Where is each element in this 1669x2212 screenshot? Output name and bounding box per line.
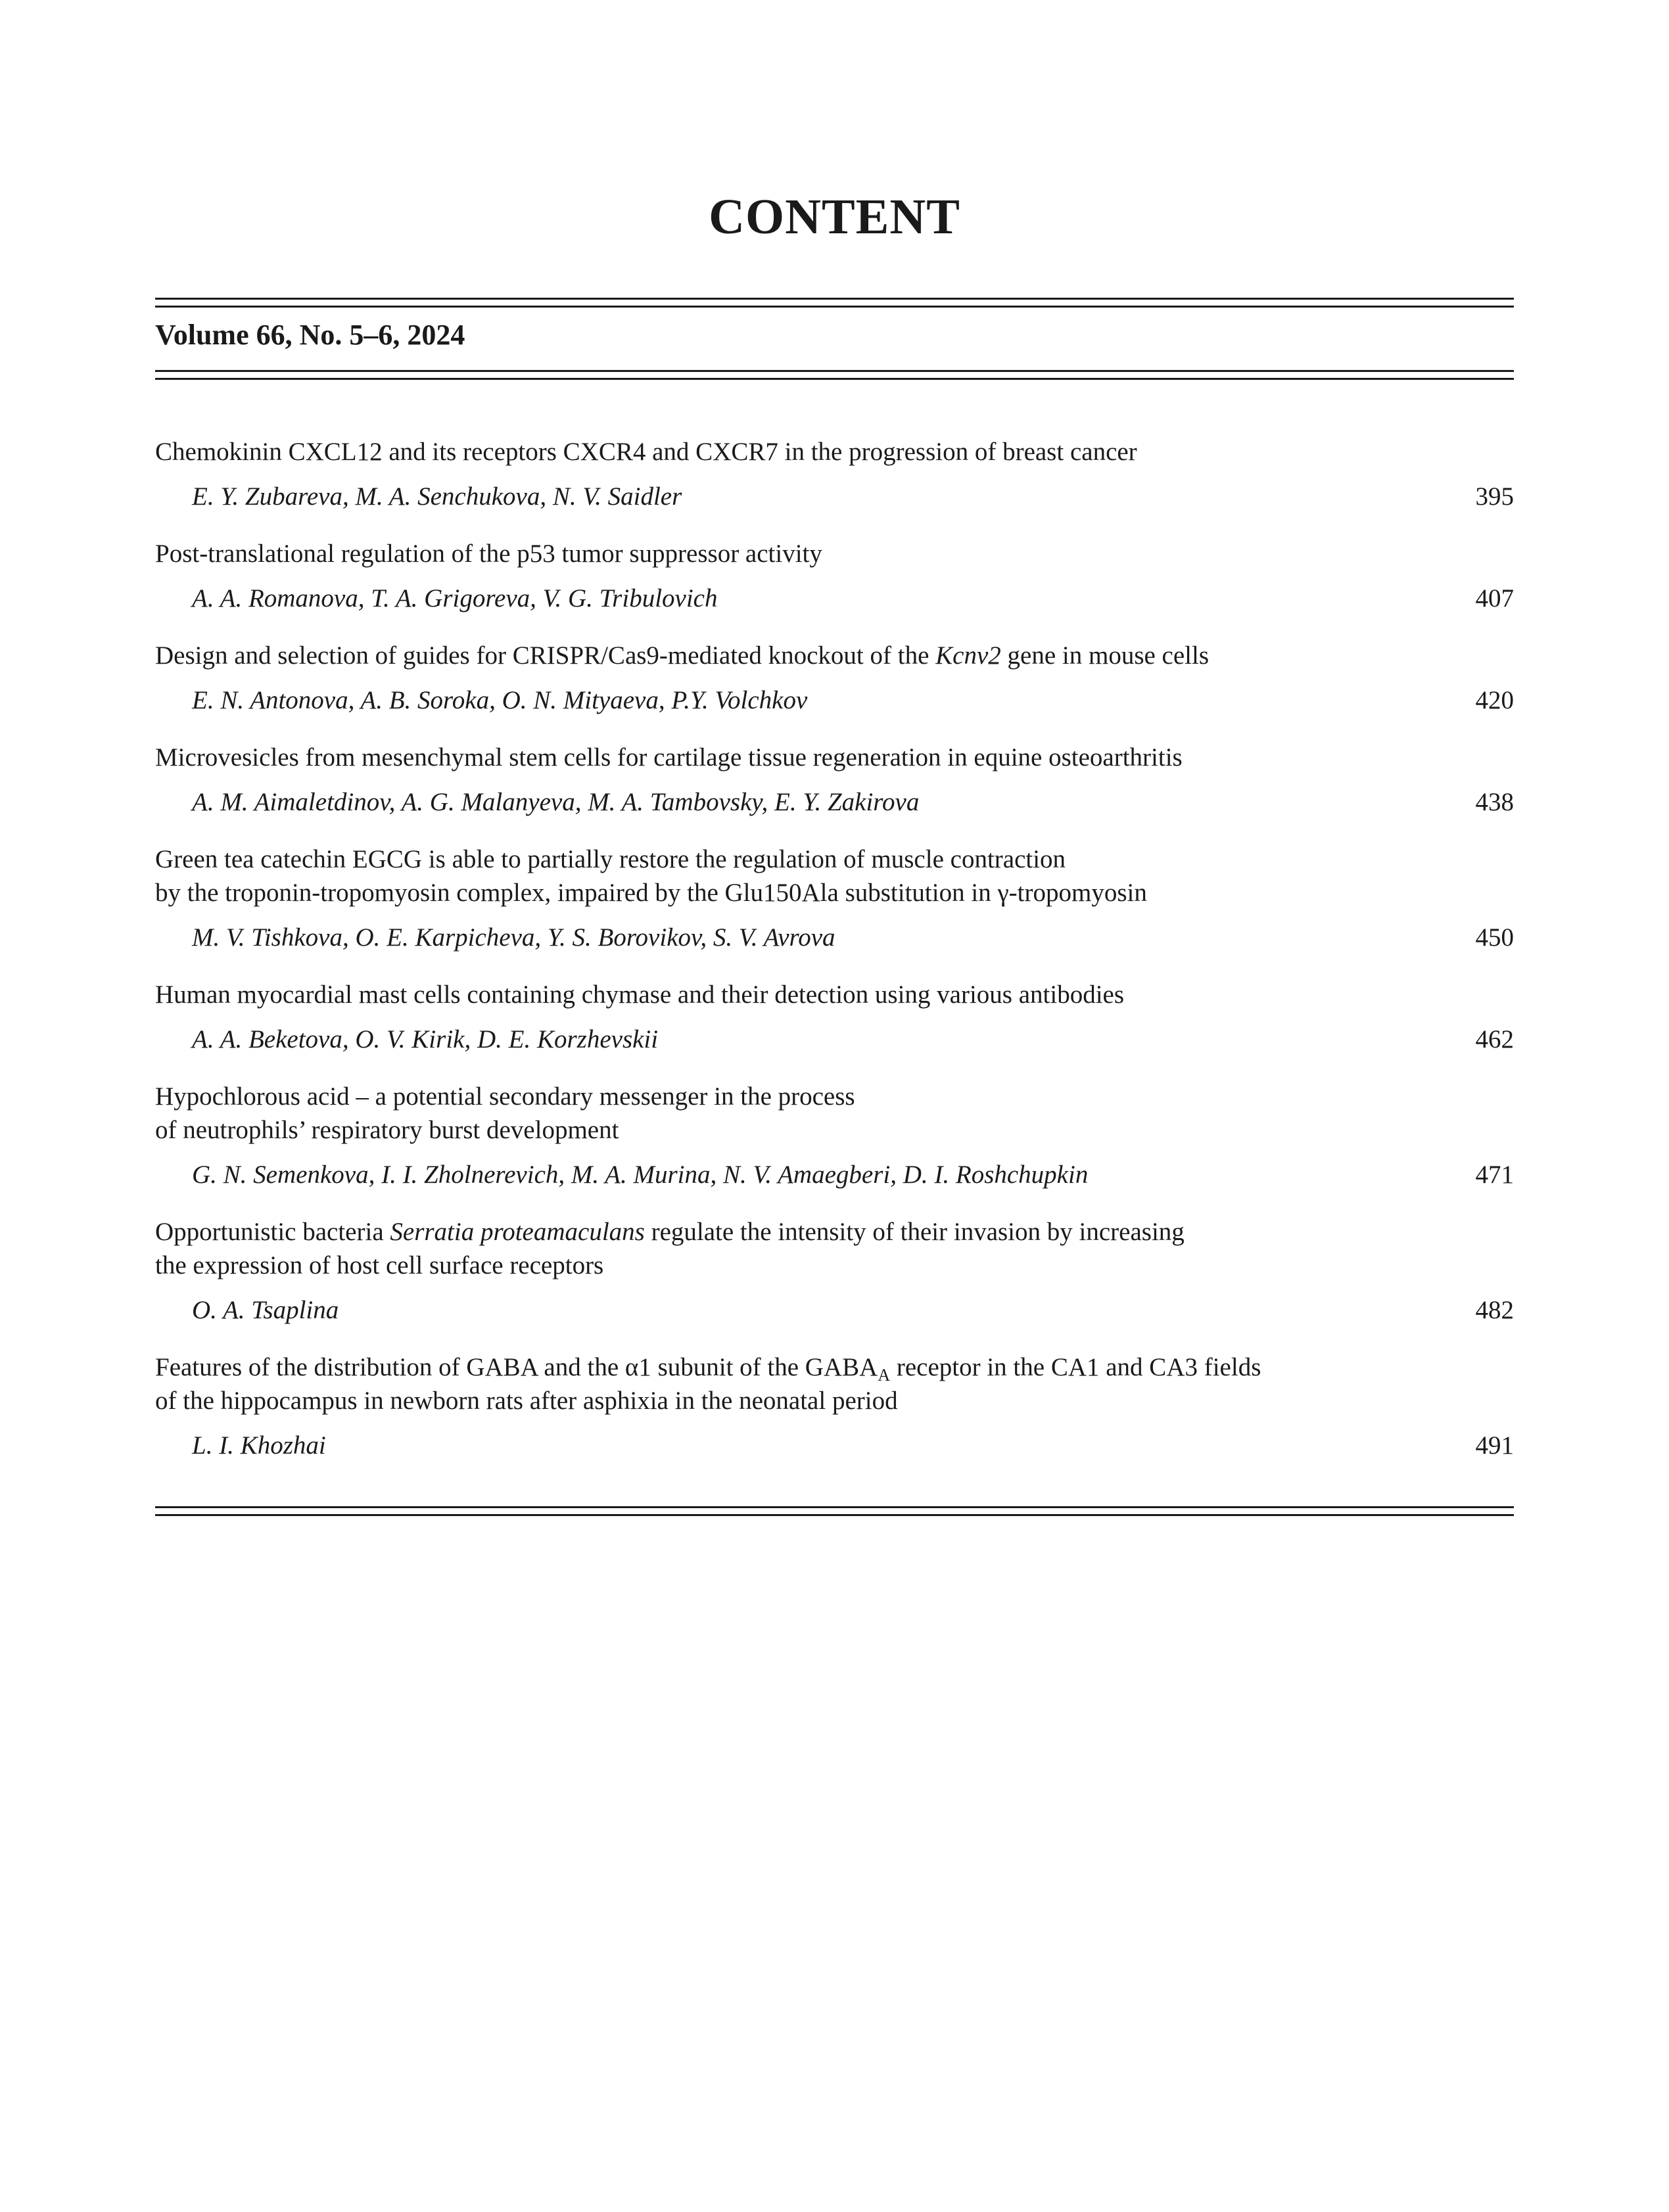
article-authors: L. I. Khozhai	[192, 1431, 326, 1460]
article-title	[155, 741, 1514, 774]
author-row	[155, 1293, 1514, 1327]
article-title-text: Hypochlorous acid – a potential secondary messenger in the process	[155, 1082, 855, 1111]
article-title-line	[155, 1080, 1514, 1113]
article-title-text: Post-translational regulation of the p53 tumor suppressor activity	[155, 540, 822, 568]
author-row	[155, 683, 1514, 717]
article-title-text: Microvesicles from mesenchymal stem cells for cartilage tissue regeneration in equine osteoarthritis	[155, 743, 1183, 772]
article-title-text: of the hippocampus in newborn rats after asphixia in the neonatal period	[155, 1387, 898, 1415]
toc-entry	[155, 741, 1514, 819]
article-title-line	[155, 1113, 1514, 1147]
author-row	[155, 1429, 1514, 1462]
page-number: 482	[1475, 1296, 1514, 1324]
page-number: 462	[1475, 1025, 1514, 1053]
article-title-line	[155, 537, 1514, 570]
article-title-text: Human myocardial mast cells containing chymase and their detection using various antibodies	[155, 980, 1125, 1009]
article-title-italic: Kcnv2	[935, 641, 1001, 670]
toc-entry	[155, 435, 1514, 513]
article-title-line	[155, 842, 1514, 876]
article-title-text: by the troponin-tropomyosin complex, impaired by the Glu150Ala substitution in γ-tropomyosin	[155, 879, 1147, 907]
article-title-line	[155, 639, 1514, 672]
article-authors: A. M. Aimaletdinov, A. G. Malanyeva, M. A. Tambovsky, E. Y. Zakirova	[192, 788, 920, 816]
article-authors: E. Y. Zubareva, M. A. Senchukova, N. V. Saidler	[192, 482, 682, 511]
article-title	[155, 1350, 1514, 1417]
toc-entry	[155, 1350, 1514, 1462]
page-number: 491	[1475, 1431, 1514, 1460]
article-authors: A. A. Beketova, O. V. Kirik, D. E. Korzhevskii	[192, 1025, 659, 1053]
toc-entry	[155, 537, 1514, 615]
article-title-subscript: A	[878, 1366, 891, 1385]
article-authors: O. A. Tsaplina	[192, 1296, 339, 1324]
article-title-line	[155, 978, 1514, 1011]
article-title	[155, 639, 1514, 672]
article-title-line	[155, 1350, 1514, 1384]
toc-entry	[155, 1080, 1514, 1191]
author-row	[155, 785, 1514, 819]
toc-entry	[155, 978, 1514, 1056]
article-title-line	[155, 1215, 1514, 1249]
header-double-rule-bottom	[155, 370, 1514, 380]
article-title	[155, 435, 1514, 469]
toc-entry	[155, 842, 1514, 954]
article-title-text: gene in mouse cells	[1000, 641, 1210, 670]
page-number: 407	[1475, 584, 1514, 612]
article-title-text: Features of the distribution of GABA and the α1 subunit of the GABA	[155, 1353, 878, 1381]
article-title	[155, 978, 1514, 1011]
page-number: 395	[1475, 482, 1514, 511]
article-title-line	[155, 876, 1514, 910]
article-title-line	[155, 435, 1514, 469]
article-title-text: Green tea catechin EGCG is able to partially restore the regulation of muscle contraction	[155, 845, 1066, 873]
author-row	[155, 582, 1514, 615]
volume-heading: Volume 66, No. 5–6, 2024	[155, 319, 465, 351]
article-title	[155, 1080, 1514, 1147]
table-of-contents	[155, 435, 1514, 1486]
article-title-text: Design and selection of guides for CRISPR/Cas9-mediated knockout of the	[155, 641, 936, 670]
author-row	[155, 1158, 1514, 1191]
author-row	[155, 480, 1514, 513]
article-title-text: Opportunistic bacteria	[155, 1218, 390, 1246]
page-number: 450	[1475, 923, 1514, 952]
article-title-text: regulate the intensity of their invasion by increasing	[644, 1218, 1185, 1246]
page-number: 420	[1475, 686, 1514, 714]
toc-entry	[155, 1215, 1514, 1327]
toc-entry	[155, 639, 1514, 717]
article-title	[155, 842, 1514, 910]
footer-double-rule	[155, 1506, 1514, 1516]
article-title-text: receptor in the CA1 and CA3 fields	[890, 1353, 1261, 1381]
article-title	[155, 537, 1514, 570]
article-title	[155, 1215, 1514, 1282]
article-title-line	[155, 1249, 1514, 1282]
header-double-rule-top	[155, 298, 1514, 308]
author-row	[155, 1023, 1514, 1056]
article-title-text: the expression of host cell surface receptors	[155, 1251, 604, 1279]
page-number: 438	[1475, 788, 1514, 816]
article-authors: M. V. Tishkova, O. E. Karpicheva, Y. S. Borovikov, S. V. Avrova	[192, 923, 835, 952]
article-authors: E. N. Antonova, A. B. Soroka, O. N. Mityaeva, P.Y. Volchkov	[192, 686, 808, 714]
article-authors: A. A. Romanova, T. A. Grigoreva, V. G. Tribulovich	[192, 584, 718, 612]
article-title-italic: Serratia proteamaculans	[390, 1218, 645, 1246]
article-authors: G. N. Semenkova, I. I. Zholnerevich, M. A. Murina, N. V. Amaegberi, D. I. Roshchupkin	[192, 1161, 1089, 1189]
author-row	[155, 921, 1514, 954]
page-title: CONTENT	[709, 189, 960, 244]
article-title-text: of neutrophils’ respiratory burst development	[155, 1116, 619, 1144]
page-number: 471	[1475, 1161, 1514, 1189]
article-title-text: Chemokinin CXCL12 and its receptors CXCR4 and CXCR7 in the progression of breast cancer	[155, 438, 1137, 466]
article-title-line	[155, 1384, 1514, 1417]
article-title-line	[155, 741, 1514, 774]
